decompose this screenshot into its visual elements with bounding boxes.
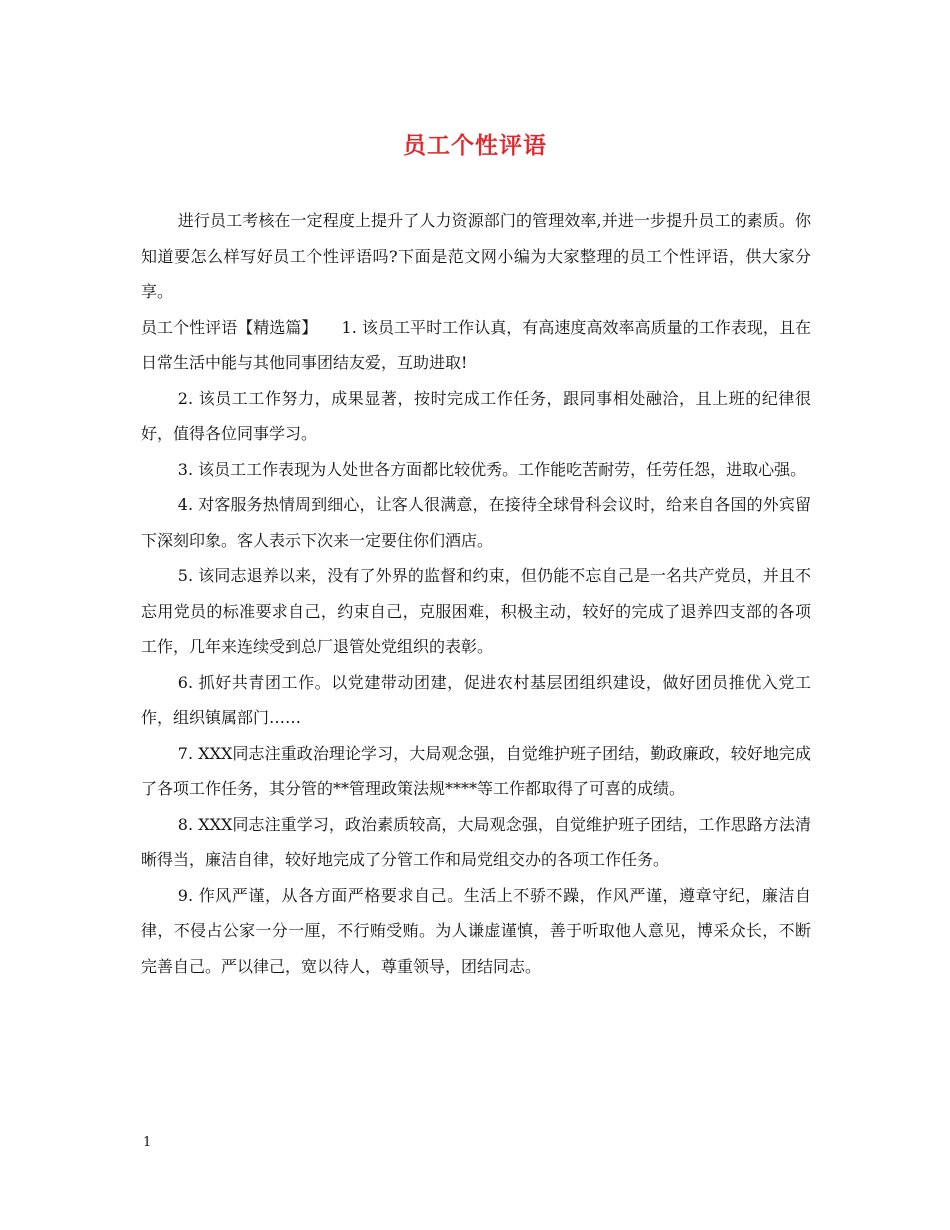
- comment-paragraph-3: 3. 该员工工作表现为人处世各方面都比较优秀。工作能吃苦耐劳，任劳任怨，进取心强。: [177, 459, 807, 479]
- comment-paragraph-8: 8. XXX同志注重学习，政治素质较高，大局观念强，自觉维护班子团结，工作思路方法清晰得当，廉洁自律，较好地完成了分管工作和局党组交办的各项工作任务。: [141, 814, 811, 869]
- intro-paragraph: 进行员工考核在一定程度上提升了人力资源部门的管理效率,并进一步提升员工的素质。你知道要怎么样写好员工个性评语吗?下面是范文网小编为大家整理的员工个性评语，供大家分享。: [141, 211, 811, 301]
- comment-paragraph-4: 4. 对客服务热情周到细心，让客人很满意，在接待全球骨科会议时，给来自各国的外宾留下深刻印象。客人表示下次来一定要住你们酒店。: [141, 495, 811, 550]
- section-heading-paragraph: 员工个性评语【精选篇】 1. 该员工平时工作认真，有高速度高效率高质量的工作表现，且在日常生活中能与其他同事团结友爱，互助进取!: [141, 317, 811, 372]
- comment-paragraph-6: 6. 抓好共青团工作。以党建带动团建，促进农村基层团组织建设，做好团员推优入党工作，组织镇属部门……: [141, 672, 811, 727]
- document-body: [141, 203, 811, 984]
- comment-paragraph-9: 9. 作风严谨，从各方面严格要求自己。生活上不骄不躁，作风严谨，遵章守纪，廉洁自律，不侵占公家一分一厘，不行贿受贿。为人谦虚谨慎，善于听取他人意见，博采众长，不断完善自己。严以律己，宽以待人，尊重领导，团结同志。: [141, 885, 811, 976]
- comment-paragraph-2: 2. 该员工工作努力，成果显著，按时完成工作任务，跟同事相处融洽，且上班的纪律很好，值得各位同事学习。: [141, 388, 811, 443]
- comment-paragraph-7: 7. XXX同志注重政治理论学习，大局观念强，自觉维护班子团结，勤政廉政，较好地完成了各项工作任务，其分管的**管理政策法规****等工作都取得了可喜的成绩。: [141, 743, 811, 798]
- page-number: 1: [143, 1135, 152, 1150]
- document-title: 员工个性评语: [403, 132, 547, 159]
- comment-paragraph-5: 5. 该同志退养以来，没有了外界的监督和约束，但仍能不忘自己是一名共产党员，并且不忘用党员的标准要求自己，约束自己，克服困难，积极主动，较好的完成了退养四支部的各项工作，几年来连续受到总厂退管处党组织的表彰。: [141, 566, 811, 656]
